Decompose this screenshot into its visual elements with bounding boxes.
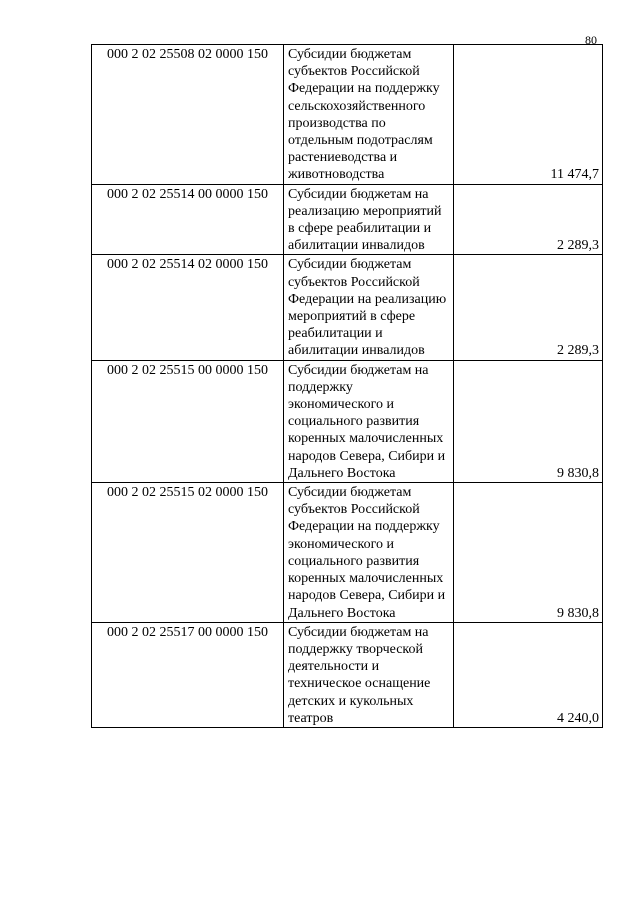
- budget-code-cell: 000 2 02 25515 00 0000 150: [92, 360, 284, 482]
- table-row: [92, 255, 603, 360]
- budget-code-cell: 000 2 02 25514 00 0000 150: [92, 184, 284, 255]
- table-row: [92, 184, 603, 255]
- amount-cell: 4 240,0: [454, 622, 603, 727]
- budget-code-cell: 000 2 02 25514 02 0000 150: [92, 255, 284, 360]
- budget-revenue-table: [91, 44, 603, 728]
- table-row: [92, 45, 603, 185]
- table-row: [92, 483, 603, 623]
- amount-cell: 9 830,8: [454, 483, 603, 623]
- revenue-name-cell: Субсидии бюджетам на поддержку экономического и социального развития коренных малочисленных народов Севера, Сибири и Дальнего Востока: [284, 360, 454, 482]
- revenue-name-cell: Субсидии бюджетам на поддержку творческой деятельности и техническое оснащение детских и кукольных театров: [284, 622, 454, 727]
- budget-code-cell: 000 2 02 25515 02 0000 150: [92, 483, 284, 623]
- amount-cell: 9 830,8: [454, 360, 603, 482]
- amount-cell: 2 289,3: [454, 184, 603, 255]
- budget-code-cell: 000 2 02 25517 00 0000 150: [92, 622, 284, 727]
- revenue-name-cell: Субсидии бюджетам субъектов Российской Федерации на поддержку сельскохозяйственного производства по отдельным подотраслям растениеводства и животноводства: [284, 45, 454, 185]
- table-row: [92, 622, 603, 727]
- page-number: 80: [585, 33, 597, 47]
- amount-cell: 2 289,3: [454, 255, 603, 360]
- revenue-name-cell: Субсидии бюджетам субъектов Российской Федерации на реализацию мероприятий в сфере реабилитации и абилитации инвалидов: [284, 255, 454, 360]
- revenue-name-cell: Субсидии бюджетам субъектов Российской Федерации на поддержку экономического и социального развития коренных малочисленных народов Севера, Сибири и Дальнего Востока: [284, 483, 454, 623]
- revenue-name-cell: Субсидии бюджетам на реализацию мероприятий в сфере реабилитации и абилитации инвалидов: [284, 184, 454, 255]
- table-row: [92, 360, 603, 482]
- budget-code-cell: 000 2 02 25508 02 0000 150: [92, 45, 284, 185]
- amount-cell: 11 474,7: [454, 45, 603, 185]
